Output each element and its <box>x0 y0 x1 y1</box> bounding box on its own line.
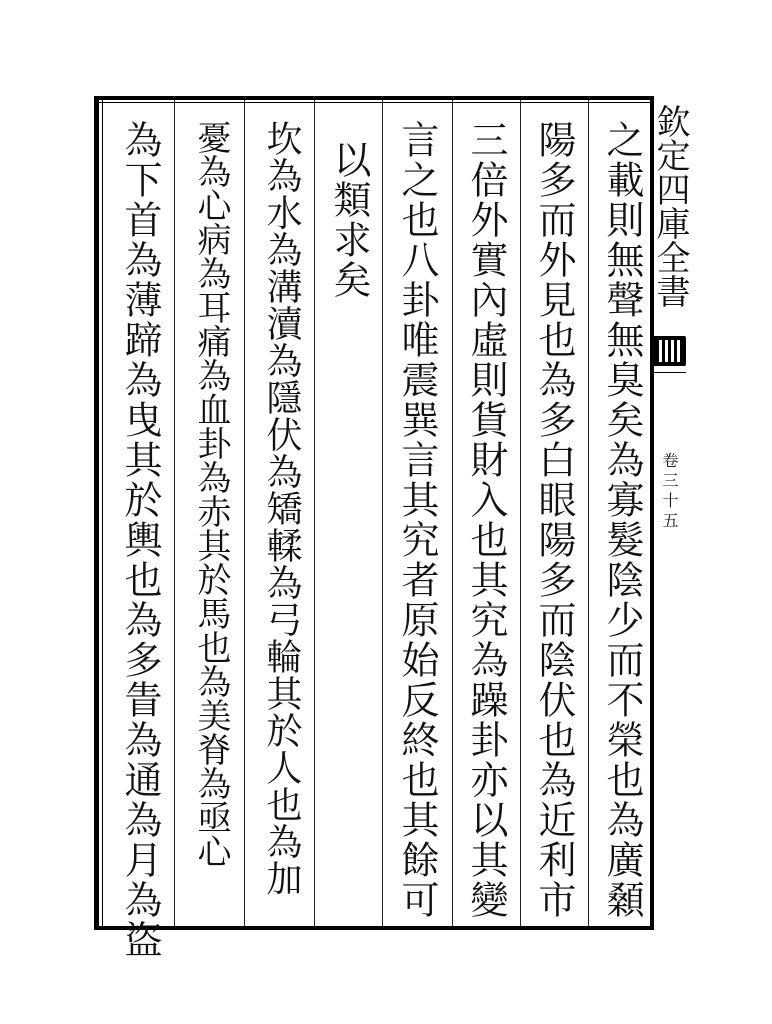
margin-book-title: 欽定四庫全書 <box>650 104 690 308</box>
column-rule <box>174 100 175 926</box>
text-column-7: 憂為心病為耳痛為血卦為赤其於馬也為美脊為亟心 <box>191 120 231 868</box>
text-column-3: 三倍外實內虛則貨財入也其究為躁卦亦以其變 <box>464 120 508 920</box>
frame-left-inner-border <box>102 98 103 928</box>
text-column-8: 為下首為薄蹄為曳其於輿也為多眚為通為月為盜 <box>118 120 162 960</box>
text-column-6: 坎為水為溝瀆為隱伏為矯輮為弓輪其於人也為加 <box>261 120 302 897</box>
fishtail-hatching <box>656 340 682 362</box>
column-rule <box>244 100 245 926</box>
margin-juan-number: 卷三十五 <box>660 452 679 532</box>
column-rule <box>588 100 589 926</box>
column-rule <box>314 100 315 926</box>
text-column-2: 陽多而外見也為多白眼陽多而陰伏也為近利市 <box>532 120 576 920</box>
frame-bottom-border <box>94 926 654 930</box>
column-rule <box>382 100 383 926</box>
column-rule <box>452 100 453 926</box>
frame-top-border <box>94 96 654 100</box>
text-column-4: 言之也八卦唯震巽言其究者原始反終也其餘可 <box>395 120 439 920</box>
frame-left-border <box>94 96 99 930</box>
column-rule <box>520 100 521 926</box>
margin-divider <box>652 372 686 373</box>
frame-top-inner-border <box>99 102 652 103</box>
text-column-5: 以類求矣 <box>327 140 371 300</box>
text-column-1: 之載則無聲無臭矣為寡髮陰少而不榮也為廣顙 <box>600 120 644 920</box>
